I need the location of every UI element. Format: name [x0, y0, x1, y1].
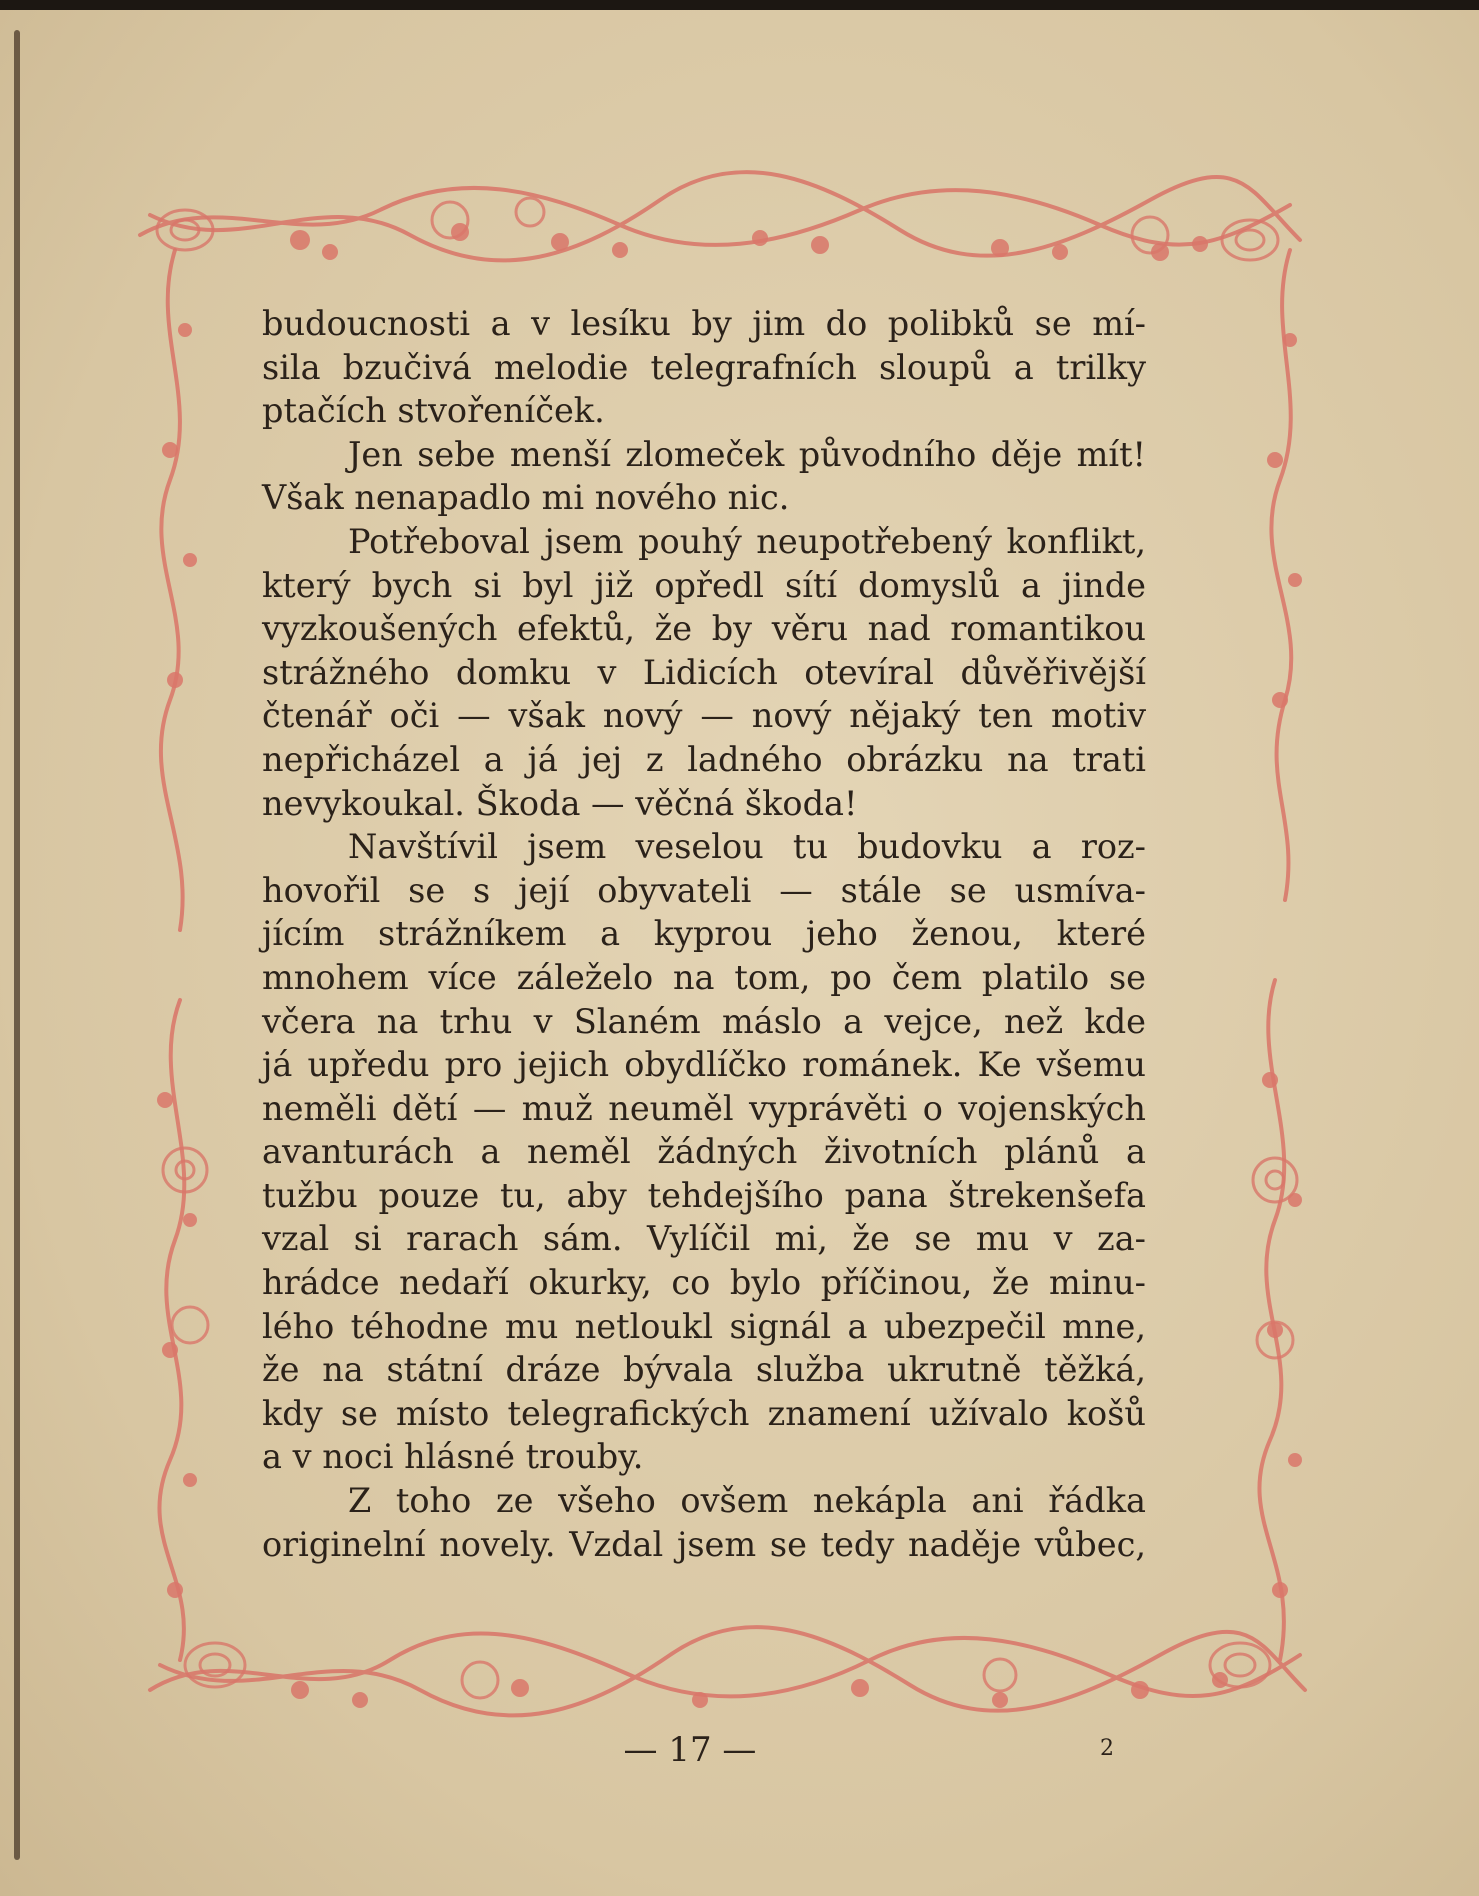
text-line: že na státní dráze bývala služba ukrutně těžká, [262, 1350, 1146, 1390]
body-text [262, 302, 1146, 1566]
text-line: lého téhodne mu netloukl signál a ubezpečil mne, [262, 1306, 1146, 1346]
text-line: ptačích stvořeníček. [262, 391, 605, 431]
text-line: strážného domku v Lidicích otevíral důvěřivější [262, 652, 1146, 692]
text-line: jícím strážníkem a kyprou jeho ženou, které [262, 914, 1146, 954]
text-line: vzal si rarach sám. Vylíčil mi, že se mu v za- [262, 1219, 1146, 1259]
text-line: avanturách a neměl žádných životních plánů a [262, 1132, 1146, 1172]
text-line: originelní novely. Vzdal jsem se tedy naděje vůbec, [262, 1524, 1146, 1564]
text-line: Potřeboval jsem pouhý neupotřebený konflikt, [348, 521, 1146, 561]
text-line: hrádce nedaří okurky, co bylo příčinou, že minu- [262, 1263, 1146, 1303]
text-line: Však nenapadlo mi nového nic. [262, 478, 790, 518]
text-line: budoucnosti a v lesíku by jim do polibků se mí- [262, 304, 1146, 343]
text-line: hovořil se s její obyvateli — stále se usmíva- [262, 870, 1146, 910]
text-line: neměli dětí — muž neuměl vyprávěti o vojenských [262, 1088, 1146, 1128]
text-line: Navštívil jsem veselou tu budovku a roz- [348, 827, 1146, 867]
text-line: mnohem více záleželo na tom, po čem platilo se [262, 957, 1146, 997]
text-line: Jen sebe menší zlomeček původního děje mít! [348, 434, 1146, 474]
text-line: sila bzučivá melodie telegrafních sloupů a trilky [262, 347, 1146, 387]
text-line: já upředu pro jejich obydlíčko románek. Ke všemu [262, 1045, 1146, 1085]
text-line: nepřicházel a já jej z ladného obrázku na trati [262, 739, 1146, 779]
text-line: včera na trhu v Slaném máslo a vejce, než kde [262, 1001, 1146, 1041]
page-number: — 17 — [623, 1730, 757, 1770]
text-line: který bych si byl již opředl sítí domyslů a jinde [262, 565, 1146, 605]
text-line: Z toho ze všeho ovšem nekápla ani řádka [348, 1481, 1146, 1521]
text-line: vyzkoušených efektů, že by věru nad romantikou [262, 609, 1146, 649]
text-line: a v noci hlásné trouby. [262, 1437, 644, 1477]
text-line: kdy se místo telegrafických znamení užívalo košů [262, 1393, 1146, 1433]
signature-mark: 2 [1100, 1736, 1114, 1761]
text-line: čtenář oči — však nový — nový nějaký ten motiv [262, 696, 1146, 736]
text-line: nevykoukal. Škoda — věčná škoda! [262, 783, 858, 823]
text-line: tužbu pouze tu, aby tehdejšího pana štrekenšefa [262, 1175, 1146, 1215]
